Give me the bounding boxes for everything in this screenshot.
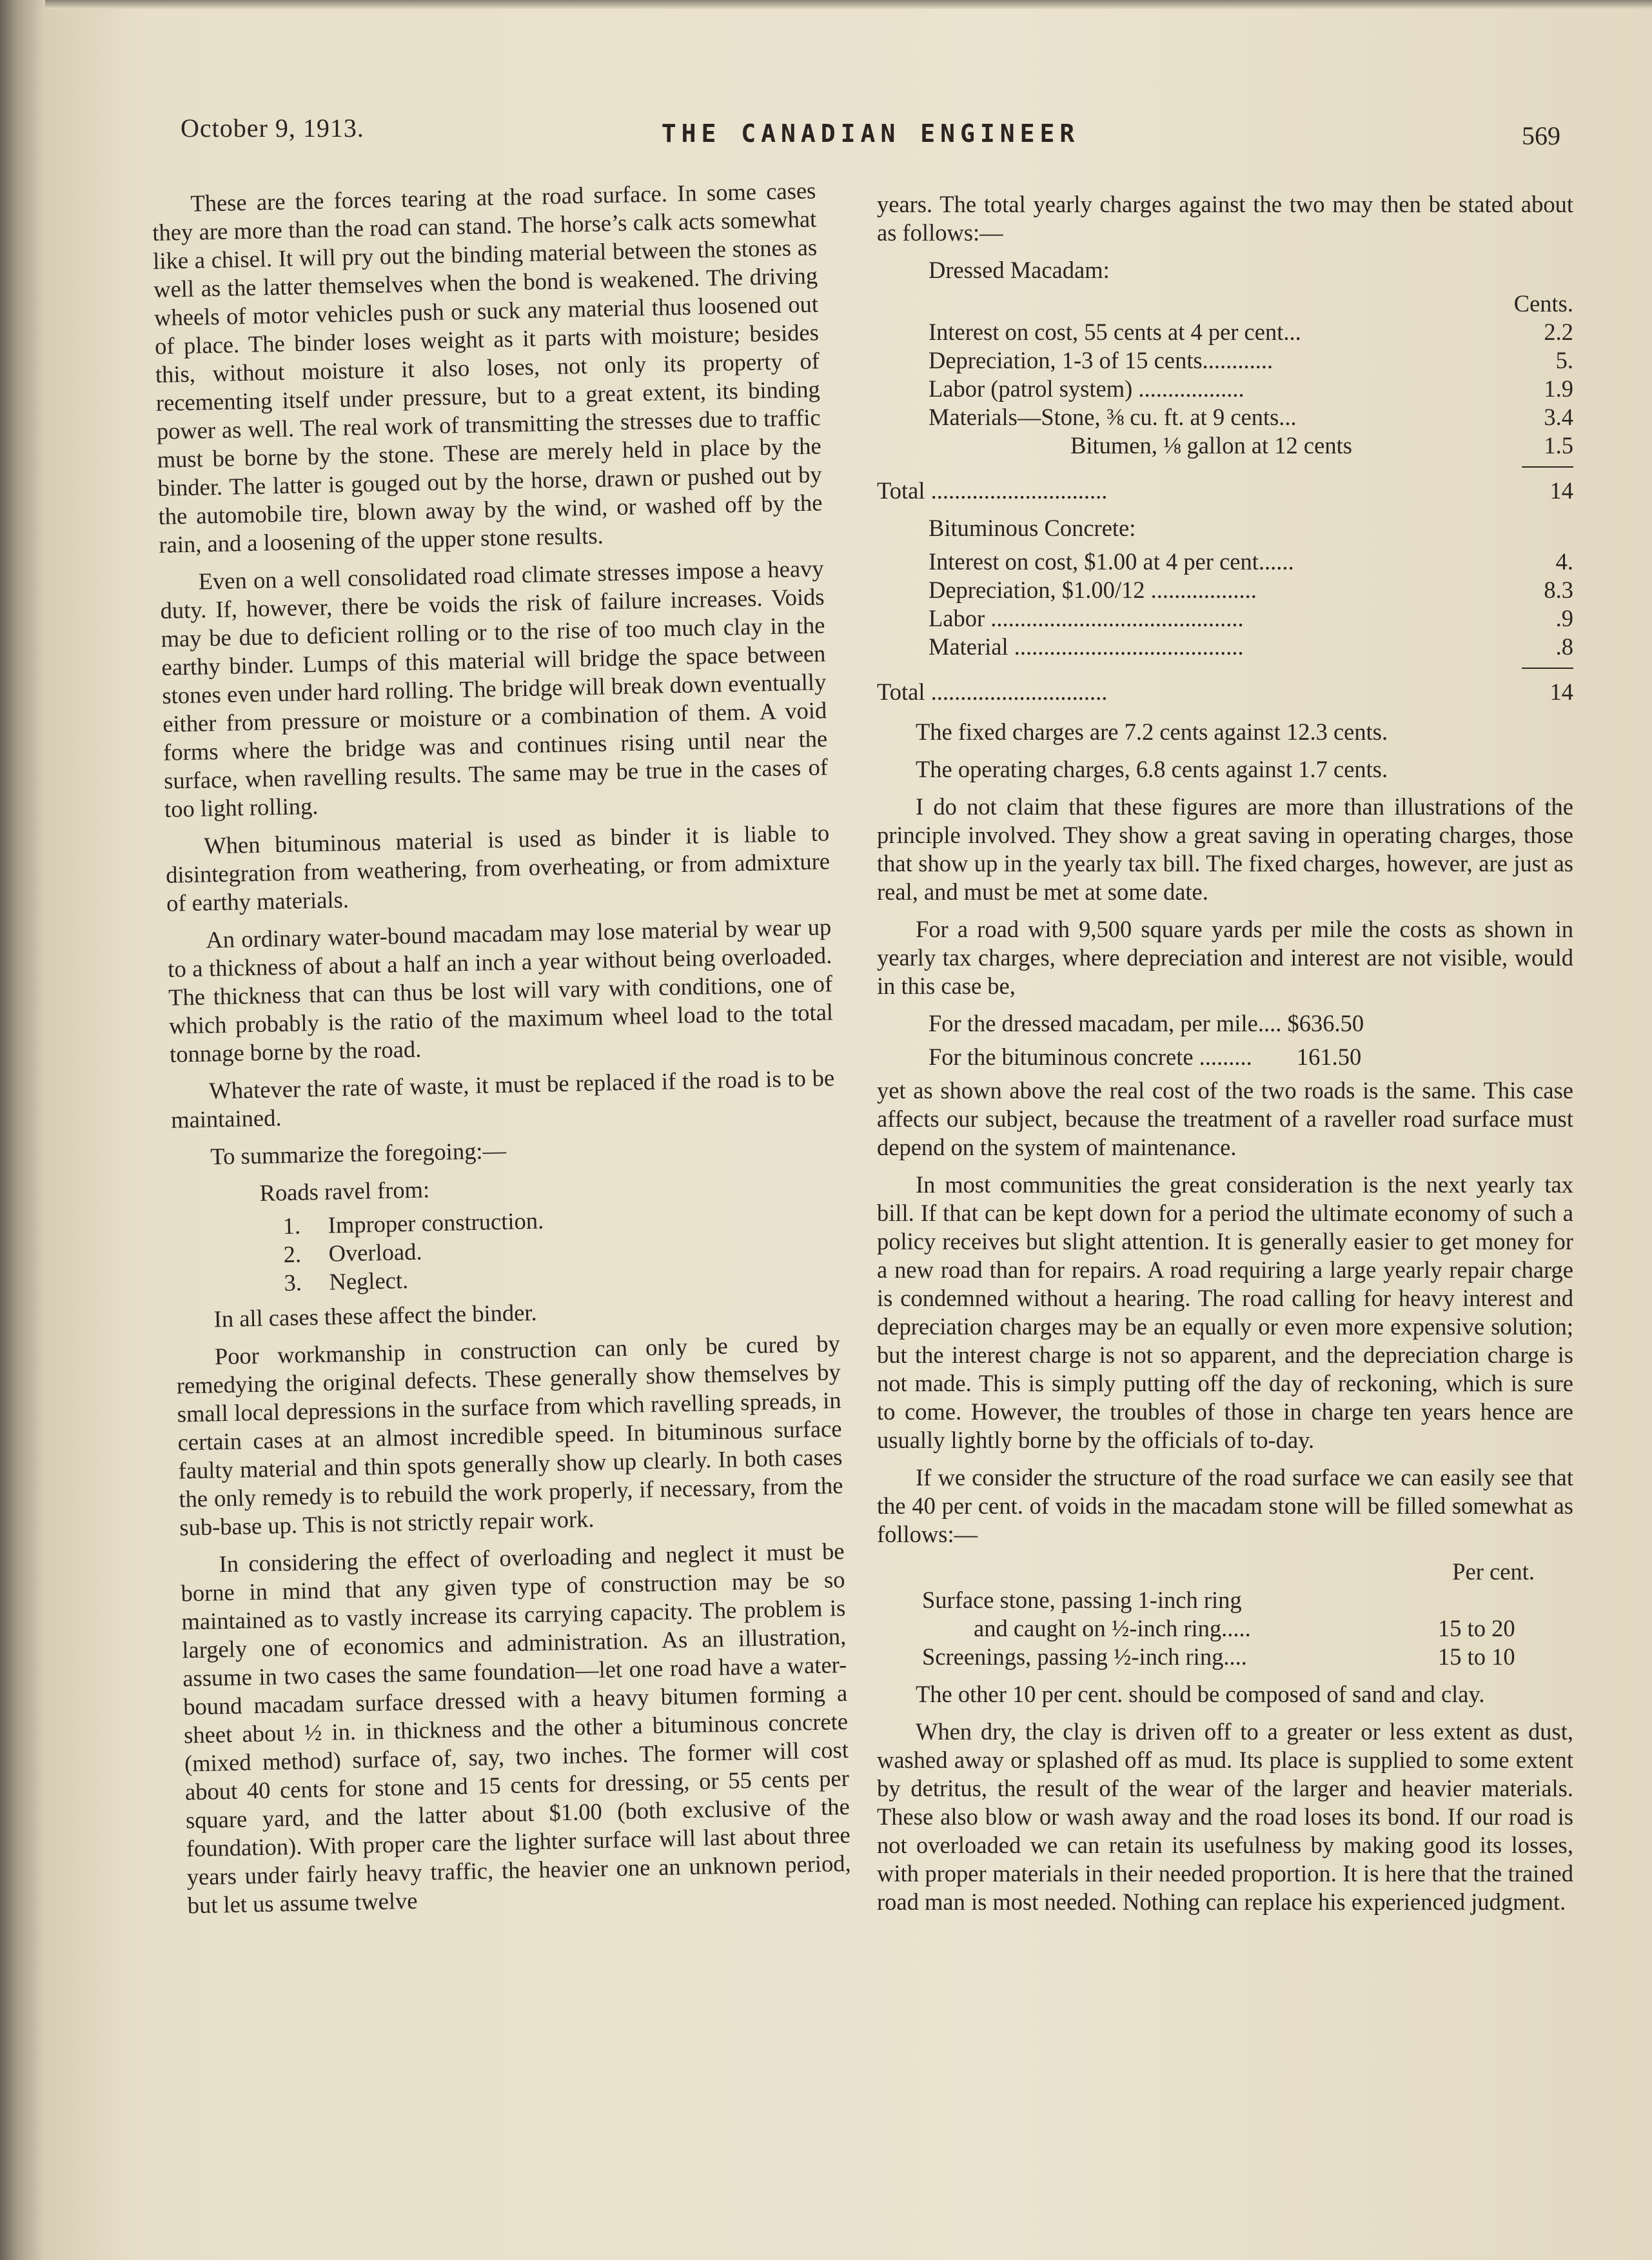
rule-row — [877, 661, 1573, 669]
percent-value: 15 to 20 — [1438, 1615, 1515, 1641]
list-number: 3. — [284, 1269, 302, 1296]
percent-column-header: Per cent. — [1452, 1558, 1535, 1585]
paragraph: Whatever the rate of waste, it must be replaced if the road is to be maintained. — [170, 1064, 835, 1133]
table-row — [877, 604, 1573, 633]
paragraph: An ordinary water-bound macadam may lose material by wear up to a thickness of about a half an inch a year without being overloaded. The thickness that can thus be lost will vary with conditions, one of which probably is the ratio of the maximum wheel load to the total tonnage borne by the road. — [167, 913, 834, 1067]
paragraph: When bituminous material is used as binder it is liable to disintegration from weathering, from overheating, or from admixture of earthy materials. — [165, 819, 831, 917]
bituminous-concrete-heading: Bituminous Concrete: — [929, 515, 1136, 541]
dressed-macadam-heading: Dressed Macadam: — [929, 257, 1110, 283]
paragraph: In most communities the great consideration is the next yearly tax bill. If that can be kept down for a period the ultimate economy of such a policy receives but slight attention. It is generally easier to get money for a new road than for repairs. A road requiring a large yearly repair charge is condemned without a hearing. The road calling for heavy interest and depreciation charges may be an equally or even more expensive solution; but the interest charge is not so apparent, and the depreciation charge is not made. This is simply putting off the day of reckoning, which is sure to come. However, the troubles of those in charge ten years hence are usually lightly borne by the officials of to-day. — [877, 1171, 1573, 1453]
cost-value: 8.3 — [1544, 577, 1573, 603]
table-row — [877, 346, 1573, 375]
cost-value: 1.9 — [1544, 375, 1573, 402]
list-text: Neglect. — [329, 1267, 409, 1295]
summary-intro: To summarize the foregoing:— — [210, 1136, 507, 1170]
cost-label: Material ....................................... — [929, 633, 1244, 660]
total-label: Total .............................. — [877, 477, 1108, 504]
mile-amount: $636.50 — [1287, 1010, 1364, 1036]
mile-label: For the dressed macadam, per mile.... — [929, 1010, 1282, 1036]
cost-per-mile-bituminous — [877, 1043, 1573, 1071]
list-text: Overload. — [328, 1238, 422, 1267]
paragraph: When dry, the clay is driven off to a greater or less extent as dust, washed away or splashed off as mud. Its place is supplied to some extent by detritus, the result of the wear of the larger and heavier materials. These also blow or wash away and the road loses its bond. If our road is not overloaded we can retain its usefulness by making good its losses, with proper materials in their needed proportion. It is here that the trained road man is most needed. Nothing can replace his experienced judgment. — [877, 1718, 1573, 1915]
paragraph: years. The total yearly charges against the two may then be stated about as follows:— — [877, 191, 1573, 246]
cost-value: 4. — [1555, 548, 1573, 575]
running-header — [181, 113, 1560, 158]
mile-amount: 161.50 — [1296, 1044, 1362, 1070]
header-date: October 9, 1913. — [181, 114, 364, 143]
table-row — [877, 318, 1573, 346]
cost-label: Labor (patrol system) .................. — [929, 375, 1244, 402]
table-row — [877, 633, 1573, 661]
cost-label: Interest on cost, $1.00 at 4 per cent...... — [929, 548, 1294, 575]
voids-table — [877, 1558, 1573, 1671]
cost-label: Materials—Stone, ⅜ cu. ft. at 9 cents... — [929, 404, 1297, 430]
journal-title: THE CANADIAN ENGINEER — [661, 119, 1080, 148]
cost-value: 5. — [1555, 347, 1573, 373]
cost-label: Depreciation, 1-3 of 15 cents............ — [929, 347, 1273, 373]
total-row — [877, 468, 1573, 505]
paragraph: Even on a well consolidated road climate stresses impose a heavy duty. If, however, there be voids the risk of failure increases. Voids may be due to deficient rolling or to the rise of too much clay in the earthy binder. Lumps of this material will bridge the space between stones even under hard rolling. The bridge will break down eventually either from pressure or moisture or a combination of them. A void forms where the bridge was and continues rising until near the surface, when ravelling results. The same may be true in the cases of too light rolling. — [160, 555, 829, 822]
cost-per-mile-dressed — [877, 1009, 1573, 1038]
bituminous-concrete-table — [877, 548, 1573, 706]
table-row — [877, 375, 1573, 403]
cost-label: Bitumen, ⅛ gallon at 12 cents — [1070, 432, 1352, 459]
list-text: Improper construction. — [328, 1207, 544, 1238]
table-row — [877, 431, 1573, 460]
paragraph: The other 10 per cent. should be composed of sand and clay. — [916, 1681, 1485, 1707]
table-row — [877, 1586, 1573, 1614]
right-column — [877, 190, 1573, 1925]
paragraph: Poor workmanship in construction can only be cured by remedying the original defects. These generally show themselves by small local depressions in the surface from which ravelling spreads, in certain cases at an almost incredible speed. In bituminous surface faulty material and thin spots generally show up clearly. In both cases the only remedy is to rebuild the work properly, if necessary, from the sub-base up. This is not strictly repair work. — [176, 1330, 843, 1541]
cost-value: .8 — [1555, 633, 1573, 660]
paragraph: yet as shown above the real cost of the two roads is the same. This case affects our subject, because the treatment of a raveller road surface must depend on the system of maintenance. — [877, 1077, 1573, 1160]
paragraph: The fixed charges are 7.2 cents against 12.3 cents. — [916, 719, 1388, 745]
book-gutter-shadow — [0, 0, 45, 2260]
cost-value: 1.5 — [1544, 432, 1573, 459]
cost-value: 3.4 — [1544, 404, 1573, 430]
cost-label: Depreciation, $1.00/12 .................. — [929, 577, 1257, 603]
paragraph: I do not claim that these figures are more than illustrations of the principle involved. They show a great saving in operating charges, those that show up in the yearly tax bill. The fixed charges, however, are just as real, and must be met at some date. — [877, 793, 1573, 905]
cost-label: Interest on cost, 55 cents at 4 per cent... — [929, 319, 1301, 345]
mile-label: For the bituminous concrete ......... — [929, 1044, 1252, 1070]
total-value: 14 — [1549, 477, 1573, 504]
page-number: 569 — [1522, 121, 1560, 150]
cost-value: .9 — [1555, 605, 1573, 631]
dressed-macadam-table — [877, 318, 1573, 505]
list-number: 1. — [282, 1212, 301, 1240]
page-top-edge — [45, 0, 1652, 9]
total-label: Total .............................. — [877, 679, 1108, 705]
total-row — [877, 669, 1573, 706]
table-row — [877, 576, 1573, 604]
paragraph: For a road with 9,500 square yards per mile the costs as shown in yearly tax charges, where depreciation and interest are not visible, would in this case be, — [877, 916, 1573, 999]
rule-row — [877, 460, 1573, 468]
cost-label: Labor ........................................... — [929, 605, 1244, 631]
material-label: Screenings, passing ½-inch ring.... — [922, 1643, 1247, 1670]
paragraph: The operating charges, 6.8 cents against 1.7 cents. — [916, 756, 1388, 782]
material-label: Surface stone, passing 1-inch ring — [922, 1587, 1242, 1613]
cost-value: 2.2 — [1544, 319, 1573, 345]
percent-value: 15 to 10 — [1438, 1643, 1515, 1670]
cause-list — [173, 1200, 839, 1300]
left-column — [152, 176, 852, 1928]
table-row — [877, 548, 1573, 576]
total-value: 14 — [1549, 679, 1573, 705]
table-row — [877, 403, 1573, 431]
paragraph: In considering the effect of overloading and neglect it must be borne in mind that any given type of construction may be so maintained as to vastly increase its carrying capacity. The problem is largely one of economics and administration. As an illustration, assume in two cases the same foundation—let one road have a water-bound macadam surface dressed with a heavy bitumen forming a sheet about ½ in. in thickness and the other a bituminous concrete (mixed method) surface of, say, two inches. The former will cost about 40 cents for stone and 15 cents for dressing, or 55 cents per square yard, and the latter about $1.00 (both exclusive of the foundation). With proper care the lighter surface will last about three years under fairly heavy traffic, the heavier one an unknown period, but let us assume twelve — [181, 1537, 851, 1919]
paragraph: In all cases these affect the binder. — [213, 1298, 537, 1333]
cents-column-header: Cents. — [1513, 290, 1573, 317]
paragraph: These are the forces tearing at the road surface. In some cases they are more than the road can stand. The horse’s calk acts somewhat like a chisel. It will pry out the binding material between the stones as well as the latter themselves when the bond is weakened. The driving wheels of motor vehicles push or suck any material thus loosened out of place. The binder loses weight as it parts with moisture; besides this, without moisture it also loses, not only its property of recementing itself under pressure, but to a great extent, its binding power as well. The real work of transmitting the stresses due to traffic must be borne by the stone. These are merely held in place by the binder. The latter is gouged out by the horse, drawn or pushed out by the automobile tire, blown away by the wind, or washed off by the rain, and a loosening of the upper stone results. — [152, 177, 823, 558]
list-heading: Roads ravel from: — [259, 1176, 430, 1206]
table-row — [877, 1643, 1573, 1671]
table-row — [877, 1614, 1573, 1643]
material-label: and caught on ½-inch ring..... — [974, 1615, 1251, 1641]
paragraph: If we consider the structure of the road surface we can easily see that the 40 per cent. of voids in the macadam stone will be filled somewhat as follows:— — [877, 1464, 1573, 1547]
list-number: 2. — [283, 1240, 302, 1268]
